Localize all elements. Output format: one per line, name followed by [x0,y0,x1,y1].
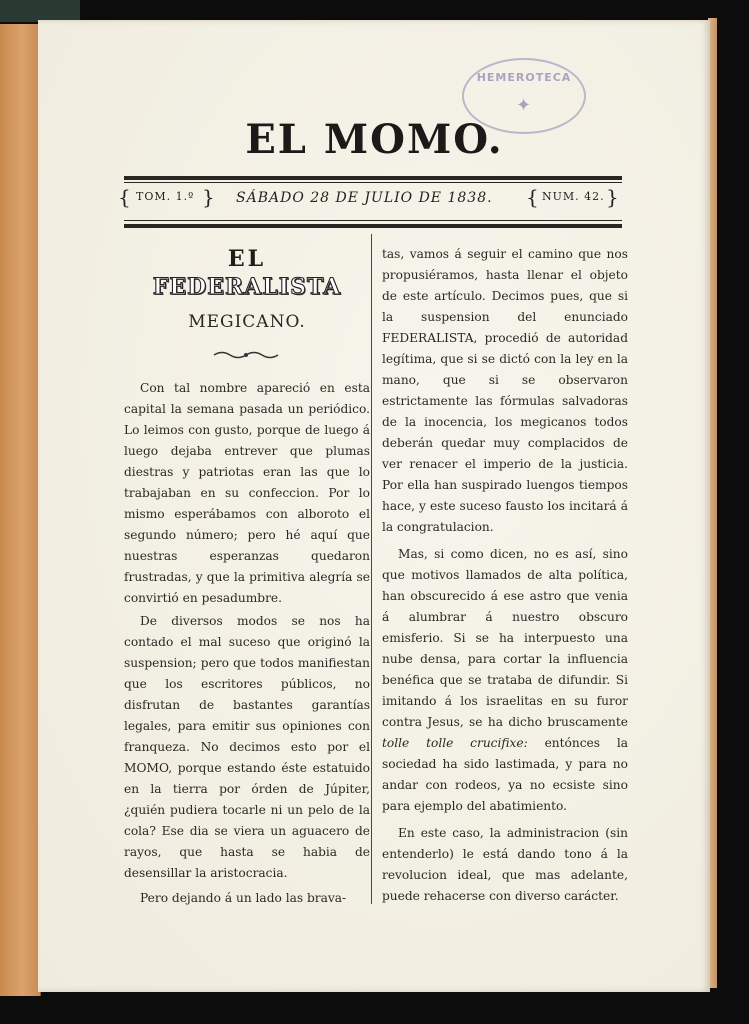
article-heading-federalista: FEDERALISTA [152,274,342,300]
paragraph: En este caso, la administracion (sin entenderlo) le está dando tono á la revolucion ideal, que mas adelante, puede rehacerse con diverso carácter. [382,826,628,903]
brace-right-2: } [606,185,619,209]
paragraph-text: Mas, si como dicen, no es así, sino que motivos llamados de alta política, han obscurecido á ese astro que venia á alumbrar á nuestro obscuro emisferio. Si se ha interpuesto una nube densa, para cortar la influencia benéfica que se trataba de difundir. Si imitando á los israelitas en su furor contra Jesus, se ha dicho bruscamente [382,547,628,729]
brace-left-2: } [202,185,215,209]
header-rule-top [124,176,622,180]
article-heading-megicano: MEGICANO. [188,312,306,332]
column-divider [371,234,372,904]
brace-right-1: { [526,185,539,209]
left-column [124,378,370,909]
paragraph-text: entónces la sociedad ha sido lastimada, y para no andar con rodeos, ya no ecsiste sino para ejemplo del abatimiento. [382,736,629,813]
issue-number: NUM. 42. [542,190,605,203]
header-rule-bottom [124,220,622,221]
header-rule-top-thin [124,182,622,183]
header-rule-bottom-thick [124,224,622,228]
latin-quote: tolle tolle crucifixe: [382,736,528,750]
article-heading-el: EL [227,246,267,272]
volume-label: TOM. 1.º [136,190,195,203]
right-column [382,244,628,907]
brace-left: { [118,185,131,209]
newspaper-title: EL MOMO. [245,116,504,163]
library-stamp: HEMEROTECA ✦ [462,58,586,134]
paragraph: Pero dejando á un lado las brava- [140,891,347,905]
ornament-divider [212,350,280,360]
paragraph: Con tal nombre apareció en esta capital la semana pasada un periódico. Lo leimos con gusto, porque de luego á luego dejaba entrever que plumas diestras y patriotas eran las que lo trabajaban en su confeccion. Por lo mismo esperábamos con alboroto el segundo número; pero hé aquí que nuestras esperanzas quedaron frustradas, y que la primitiva alegría se convirtió en pesadumbre. [124,381,370,605]
paragraph [382,544,628,817]
book-binding [0,24,41,996]
paragraph: tas, vamos á seguir el camino que nos propusiéramos, hasta llenar el objeto de este artículo. Decimos pues, que si la suspension del enunciado FEDERALISTA, procedió de autoridad legítima, que si se dictó con la ley en la mano, que si se observaron estrictamente las fórmulas salvadoras de la inocencia, los megicanos todos deberán quedar muy complacidos de ver renacer el imperio de la justicia. Por ella han suspirado luengos tiempos hace, y este suceso fausto los incitará á la congratulacion. [382,247,628,534]
paragraph: De diversos modos se nos ha contado el mal suceso que originó la suspension; pero que todos manifiestan que los escritores públicos, no disfrutan de bastantes garantías legales, para emitir sus opiniones con franqueza. No decimos esto por el MOMO, porque estando éste estatuido en la tierra por órden de Júpiter, ¿quién pudiera tocarle ni un pelo de la cola? Ese dia se viera un aguacero de rayos, que hasta se habia de desensillar la aristocracia. [124,614,370,880]
issue-line [118,185,622,214]
issue-date: SÁBADO 28 DE JULIO DE 1838. [236,190,493,206]
stamp-text: HEMEROTECA [476,71,572,84]
top-strip [0,0,80,22]
